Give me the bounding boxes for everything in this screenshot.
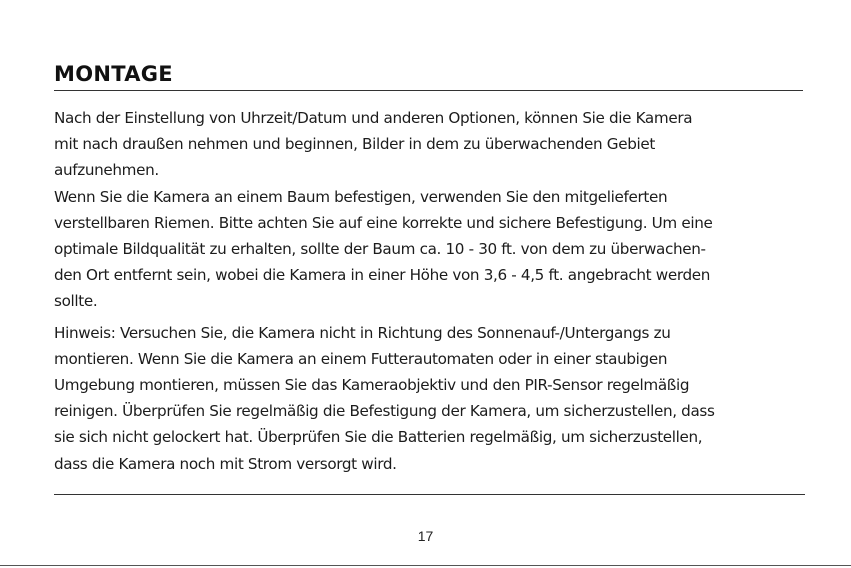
note-paragraph: [54, 320, 806, 477]
footer-divider: [54, 494, 805, 495]
text-line: dass die Kamera noch mit Strom versorgt wird.: [54, 454, 397, 473]
section-title: MONTAGE: [54, 62, 173, 86]
title-divider: [54, 90, 803, 91]
text-line: montieren. Wenn Sie die Kamera an einem Futterautomaten oder in einer staubigen: [54, 349, 668, 368]
text-line: reinigen. Überprüfen Sie regelmäßig die Befestigung der Kamera, um sicherzustellen, dass: [54, 402, 715, 421]
text-line: mit nach draußen nehmen und beginnen, Bilder in dem zu überwachenden Gebiet: [54, 135, 655, 154]
text-line: Nach der Einstellung von Uhrzeit/Datum und anderen Optionen, können Sie die Kamera: [54, 109, 693, 127]
body-text: [54, 105, 806, 477]
page-edge: [0, 565, 851, 566]
text-line: Umgebung montieren, müssen Sie das Kameraobjektiv und den PIR-Sensor regelmäßig: [54, 376, 690, 395]
text-line: sollte.: [54, 292, 98, 311]
page-number: 17: [417, 528, 434, 544]
text-line: Hinweis: Versuchen Sie, die Kamera nicht in Richtung des Sonnenauf-/Untergangs zu: [54, 323, 671, 342]
text-line: verstellbaren Riemen. Bitte achten Sie auf eine korrekte und sichere Befestigung. Um eine: [54, 213, 713, 232]
text-line: den Ort entfernt sein, wobei die Kamera in einer Höhe von 3,6 - 4,5 ft. angebracht werden: [54, 266, 711, 285]
text-line: aufzunehmen.: [54, 161, 159, 180]
intro-paragraph: [54, 105, 806, 184]
text-line: sie sich nicht gelockert hat. Überprüfen Sie die Batterien regelmäßig, um sicherzustellen,: [54, 428, 703, 447]
text-line: optimale Bildqualität zu erhalten, sollte der Baum ca. 10 - 30 ft. von dem zu überwachen-: [54, 240, 706, 259]
mounting-paragraph: [54, 184, 806, 315]
text-line: Wenn Sie die Kamera an einem Baum befestigen, verwenden Sie den mitgelieferten: [54, 187, 668, 206]
